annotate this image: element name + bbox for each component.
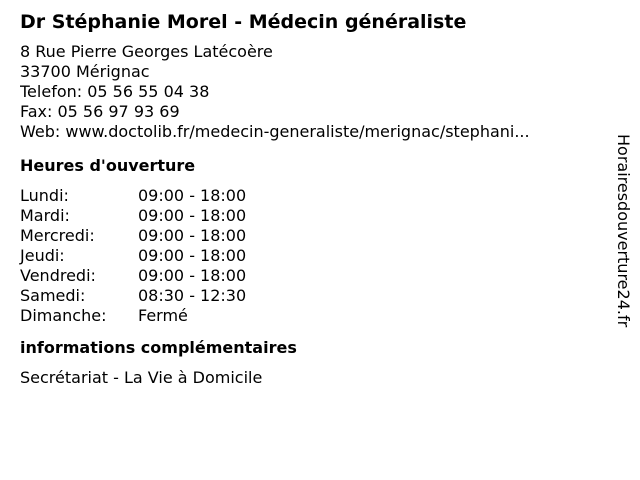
hours-table: [20, 186, 590, 326]
hours-row-samedi: [20, 286, 590, 306]
hours-row-vendredi: [20, 266, 590, 286]
contact-block: [20, 42, 590, 142]
hours-heading: Heures d'ouverture: [20, 156, 196, 175]
website-link[interactable]: Web: www.doctolib.fr/medecin-generaliste/merignac/stephani...: [20, 122, 530, 141]
fax-number: Fax: 05 56 97 93 69: [20, 102, 180, 121]
hours-time: 09:00 - 18:00: [138, 186, 247, 205]
hours-day: Vendredi:: [20, 266, 96, 285]
phone-number[interactable]: Telefon: 05 56 55 04 38: [20, 82, 210, 101]
practice-card: [20, 10, 590, 388]
page-title: Dr Stéphanie Morel - Médecin généraliste: [20, 11, 467, 33]
hours-row-mercredi: [20, 226, 590, 246]
side-brand-watermark: Horairesdouverture24.fr: [614, 134, 633, 328]
hours-day: Jeudi:: [20, 246, 65, 265]
street-address: 8 Rue Pierre Georges Latécoère: [20, 42, 273, 61]
hours-time: 08:30 - 12:30: [138, 286, 247, 305]
hours-time: 09:00 - 18:00: [138, 266, 247, 285]
info-text: Secrétariat - La Vie à Domicile: [20, 368, 263, 387]
hours-time: 09:00 - 18:00: [138, 246, 247, 265]
hours-time: 09:00 - 18:00: [138, 206, 247, 225]
hours-day: Dimanche:: [20, 306, 107, 325]
hours-time: 09:00 - 18:00: [138, 226, 247, 245]
hours-row-lundi: [20, 186, 590, 206]
hours-time: Fermé: [138, 306, 188, 325]
hours-row-dimanche: [20, 306, 590, 326]
info-heading: informations complémentaires: [20, 338, 297, 357]
hours-row-jeudi: [20, 246, 590, 266]
hours-day: Mercredi:: [20, 226, 95, 245]
hours-day: Mardi:: [20, 206, 70, 225]
hours-row-mardi: [20, 206, 590, 226]
hours-day: Samedi:: [20, 286, 86, 305]
city-address: 33700 Mérignac: [20, 62, 150, 81]
hours-day: Lundi:: [20, 186, 69, 205]
